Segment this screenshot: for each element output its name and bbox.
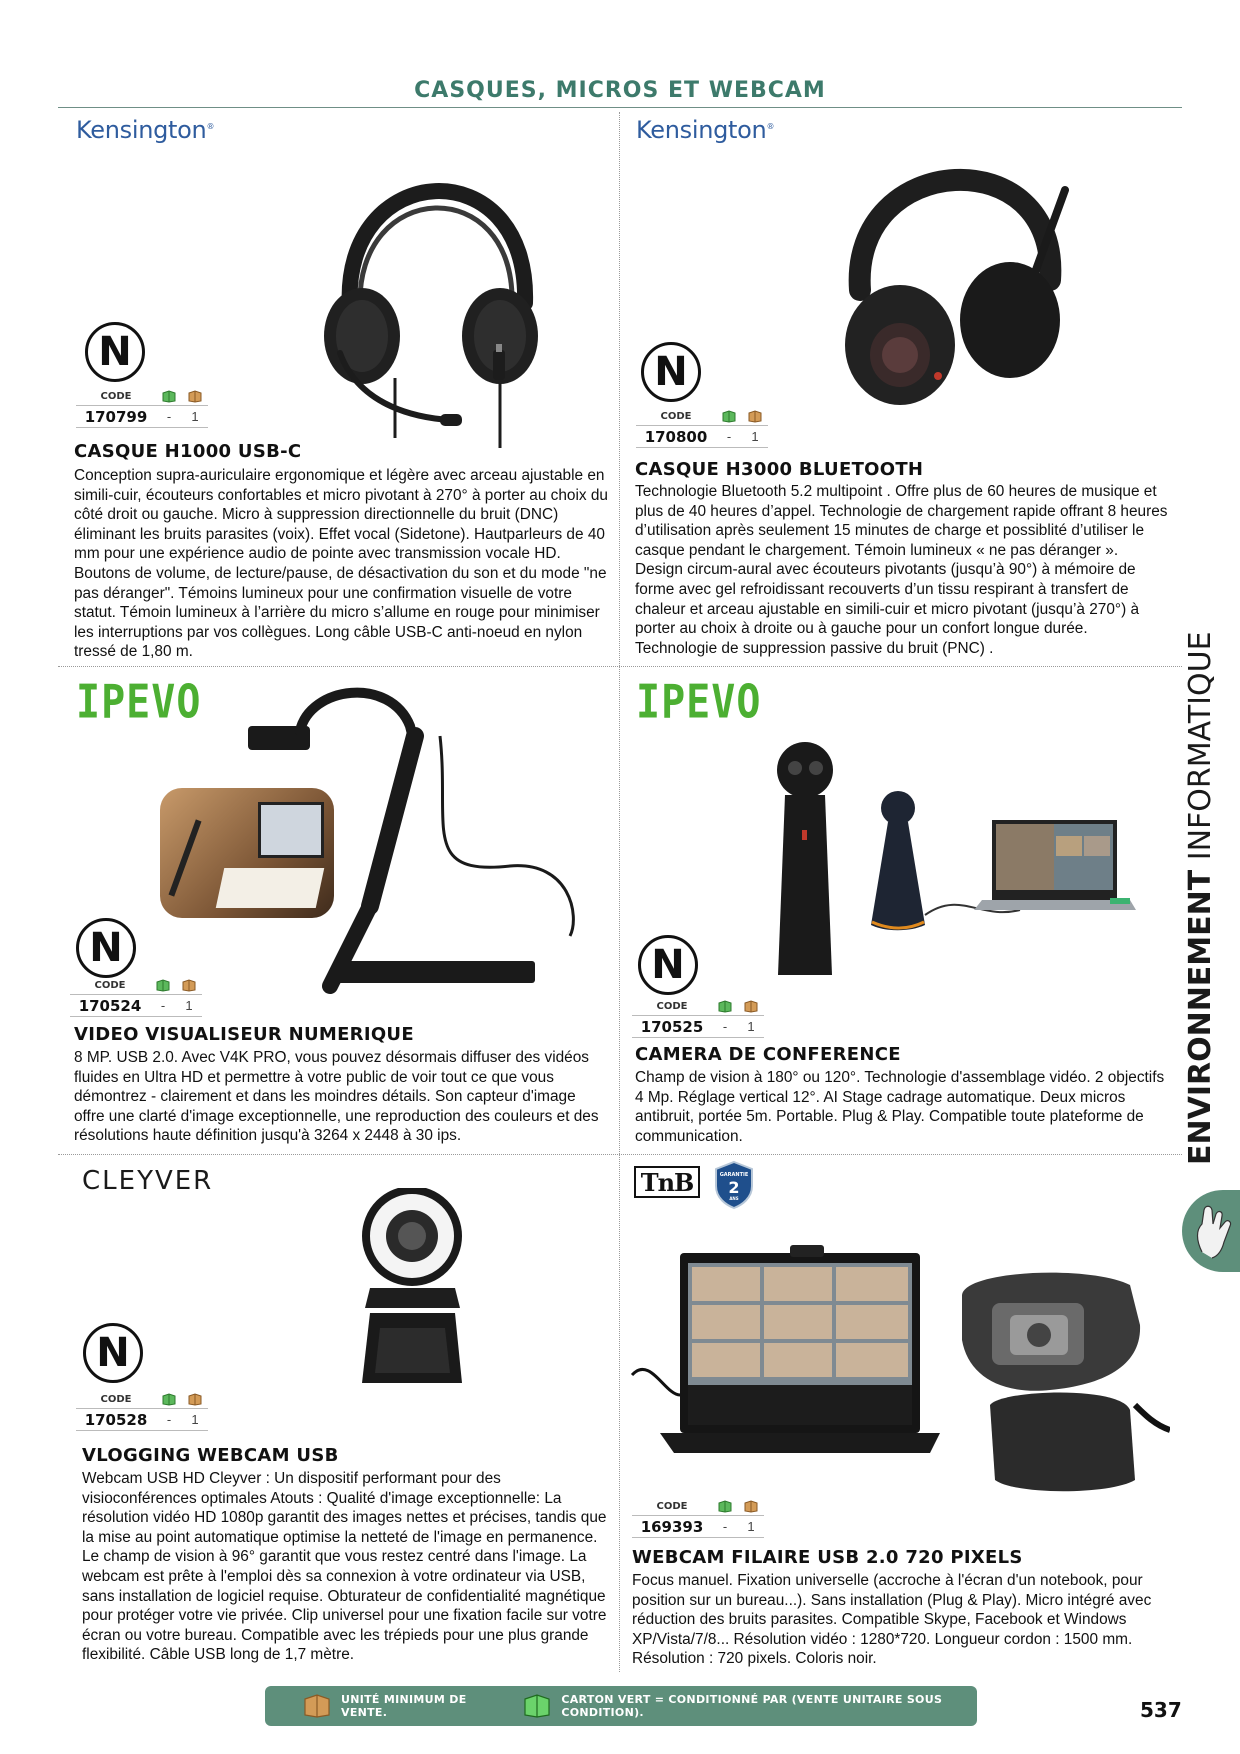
document-camera-in-use-image — [160, 788, 334, 918]
cardboard-box-icon — [742, 410, 768, 423]
ring-light-webcam-image — [350, 1188, 470, 1388]
product-title: CASQUE H1000 USB-C — [74, 441, 302, 462]
product-code: 170524 — [78, 996, 142, 1015]
legend-bar — [265, 1686, 977, 1726]
green-carton-qty: - — [166, 409, 172, 424]
green-carton-icon — [523, 1693, 551, 1719]
row-divider-1 — [58, 666, 1182, 667]
hand-touch-icon — [1182, 1190, 1240, 1272]
section-tab — [1182, 1190, 1240, 1272]
green-carton-icon — [712, 1500, 738, 1513]
product-code: 170525 — [640, 1017, 704, 1036]
product-title: VLOGGING WEBCAM USB — [82, 1445, 339, 1466]
unit-min-qty: 1 — [191, 1412, 199, 1427]
code-label: CODE — [100, 1394, 132, 1405]
product-description: Webcam USB HD Cleyver : Un dispositif performant pour des visioconférences optimales Atouts : Qualité d'image exceptionnelle: La résolution vidéo HD 1080p garantit des images nettes et précises, tandis que la mise au point automatique optimise la netteté de l'image en permanence. Le champ de vision à 96° garantit que vous restez centré dans l'image. La webcam est prête à l'emploi dès sa connexion à votre ordinateur via USB, sans installation de logiciel requise. Obturateur de confidentialité magnétique pour protéger votre vie privée. Clip universel pour une fixation facile sur votre écran ou votre bureau. Compatible avec les trépieds pour une plus grande flexibilité. Câble USB long de 1,7 mètre. — [82, 1470, 607, 1664]
title-rule — [58, 107, 1182, 108]
brand-logo-kensington: Kensington® — [76, 116, 215, 144]
side-label-bold: ENVIRONNEMENT — [1183, 869, 1218, 1165]
product-title: VIDEO VISUALISEUR NUMERIQUE — [74, 1024, 414, 1045]
new-product-badge: N — [83, 1323, 143, 1383]
product-title: WEBCAM FILAIRE USB 2.0 720 PIXELS — [632, 1547, 1023, 1568]
legend-green-carton: CARTON VERT = CONDITIONNÉ PAR (VENTE UNITAIRE SOUS CONDITION). — [561, 1693, 943, 1719]
headset-h1000-image — [300, 118, 580, 448]
product-code: 169393 — [640, 1517, 704, 1536]
green-carton-icon — [150, 979, 176, 992]
product-code-block — [70, 977, 202, 1017]
cardboard-box-icon — [176, 979, 202, 992]
code-label: CODE — [660, 411, 692, 422]
green-carton-qty: - — [160, 998, 166, 1013]
unit-min-qty: 1 — [191, 409, 199, 424]
brand-name: Kensington — [76, 116, 207, 144]
page-number: 537 — [1140, 1698, 1182, 1722]
green-carton-icon — [156, 1393, 182, 1406]
product-description: Technologie Bluetooth 5.2 multipoint . Offre plus de 60 heures de musique et plus de 40 heures d’appel. Technologie de chargement rapide offrant 8 heures d’utilisation après seulement 15 minutes de charge et possiblité d’utiliser le casque pendant le chargement. Témoin lumineux « ne pas déranger ». Design circum-aural avec écouteurs pivotants (jusqu’à 90°) à mémoire de forme avec gel refroidissant recouverts d’un tissu respirant à transfert de chaleur et arceau ajustable en simili-cuir et micro pivotant (jusqu’à 270°) à porter au choix à droite ou à gauche pour un confort longue durée. Technologie de suppression passive du bruit (PNC) . — [635, 483, 1168, 657]
unit-min-qty: 1 — [747, 1519, 755, 1534]
code-label: CODE — [94, 980, 126, 991]
green-carton-qty: - — [726, 429, 732, 444]
row-divider-2 — [58, 1154, 1182, 1155]
product-code-block — [76, 1391, 208, 1431]
unit-min-qty: 1 — [747, 1019, 755, 1034]
cardboard-box-icon — [182, 1393, 208, 1406]
usb-webcam-laptop-image — [630, 1245, 1170, 1505]
section-side-label — [1183, 631, 1223, 1165]
brand-logo-tnb: TnB — [634, 1166, 700, 1198]
green-carton-icon — [716, 410, 742, 423]
cardboard-box-icon — [182, 390, 208, 403]
cardboard-box-icon — [738, 1000, 764, 1013]
unit-min-qty: 1 — [751, 429, 759, 444]
product-title: CASQUE H3000 BLUETOOTH — [635, 459, 924, 480]
column-divider — [619, 112, 620, 1672]
product-code: 170800 — [644, 427, 708, 446]
code-label: CODE — [656, 1001, 688, 1012]
brand-logo-cleyver — [82, 1166, 213, 1196]
brand-logo-ipevo: IPEVO — [636, 676, 762, 729]
side-label-light: INFORMATIQUE — [1183, 631, 1218, 861]
product-code-block — [76, 388, 208, 428]
product-code-block — [632, 998, 764, 1038]
brand-logo-ipevo: IPEVO — [76, 676, 202, 729]
brand-name: Kensington — [636, 116, 767, 144]
new-product-badge: N — [638, 935, 698, 995]
green-carton-icon — [156, 390, 182, 403]
conference-camera-image — [760, 740, 1140, 980]
guarantee-bottom-text: ANS — [729, 1196, 739, 1201]
unit-min-qty: 1 — [185, 998, 193, 1013]
cardboard-box-icon — [303, 1693, 331, 1719]
new-product-badge: N — [76, 918, 136, 978]
guarantee-top-text: GARANTIE — [719, 1172, 749, 1178]
product-code-block — [636, 408, 768, 448]
guarantee-years: 2 — [728, 1178, 740, 1197]
page-title: CASQUES, MICROS ET WEBCAM — [414, 78, 826, 103]
product-description: 8 MP. USB 2.0. Avec V4K PRO, vous pouvez désormais diffuser des vidéos fluides en Ultra HD et permettre à votre public de voir tout ce que vous démontrez - clairement et dans les moindres détails. Son capteur d'image offre une clarté d'image exceptionnelle, une reproduction des couleurs et des résolutions haute définition jusqu'à 3264 x 2448 à 30 ips. — [74, 1049, 599, 1145]
code-label: CODE — [656, 1501, 688, 1512]
product-code-block — [632, 1498, 764, 1538]
product-description: Focus manuel. Fixation universelle (accroche à l'écran d'un notebook, pour position sur un bureau...). Sans installation (Plug & Play). Micro intégré avec réduction des bruits parasites. Compatible Skype, Facebook et Windows XP/Vista/7/8... Résolution vidéo : 1280*720. Longueur cordon : 1500 mm. Résolution : 720 pixels. Coloris noir. — [632, 1572, 1152, 1668]
product-code: 170528 — [84, 1410, 148, 1429]
code-label: CODE — [100, 391, 132, 402]
cardboard-box-icon — [738, 1500, 764, 1513]
legend-unit-min: UNITÉ MINIMUM DE VENTE. — [341, 1693, 467, 1719]
headset-h3000-image — [840, 140, 1100, 420]
product-description: Conception supra-auriculaire ergonomique et légère avec arceau ajustable en simili-cuir, écouteurs confortables et micro pivotant à 270° à porter au choix du côté droit ou gauche. Micro à suppression directionnelle du bruit (DNC) éliminant les bruits parasites (voix). Effet vocal (Sidetone). Hautparleurs de 40 mm pour une expérience audio de pointe avec transmission vocale HD. Boutons de volume, de lecture/pause, de désactivation du son et du mode "ne pas déranger". Témoins lumineux pour une confirmation visuelle de votre statut. Témoin lumineux à l’arrière du micro s’allume en rouge pour minimiser les interruptions par vos collègues. Long câble USB-C anti-noeud en nylon tressé de 1,80 m. — [74, 467, 608, 661]
product-description: Champ de vision à 180° ou 120°. Technologie d'assemblage vidéo. 2 objectifs 4 Mp. Réglage vertical 12°. AI Stage cadrage automatique. Deux micros antibruit, portée 5m. Portable. Plug & Play. Compatible toute plateforme de communication. — [635, 1069, 1165, 1145]
product-code: 170799 — [84, 407, 148, 426]
green-carton-qty: - — [166, 1412, 172, 1427]
new-product-badge: N — [85, 322, 145, 382]
product-title: CAMERA DE CONFERENCE — [635, 1044, 901, 1065]
brand-name: CLEYVER — [82, 1166, 214, 1196]
green-carton-qty: - — [722, 1519, 728, 1534]
new-product-badge: N — [641, 342, 701, 402]
brand-logo-kensington: Kensington® — [636, 116, 775, 144]
guarantee-shield-icon — [712, 1160, 756, 1210]
green-carton-qty: - — [722, 1019, 728, 1034]
green-carton-icon — [712, 1000, 738, 1013]
